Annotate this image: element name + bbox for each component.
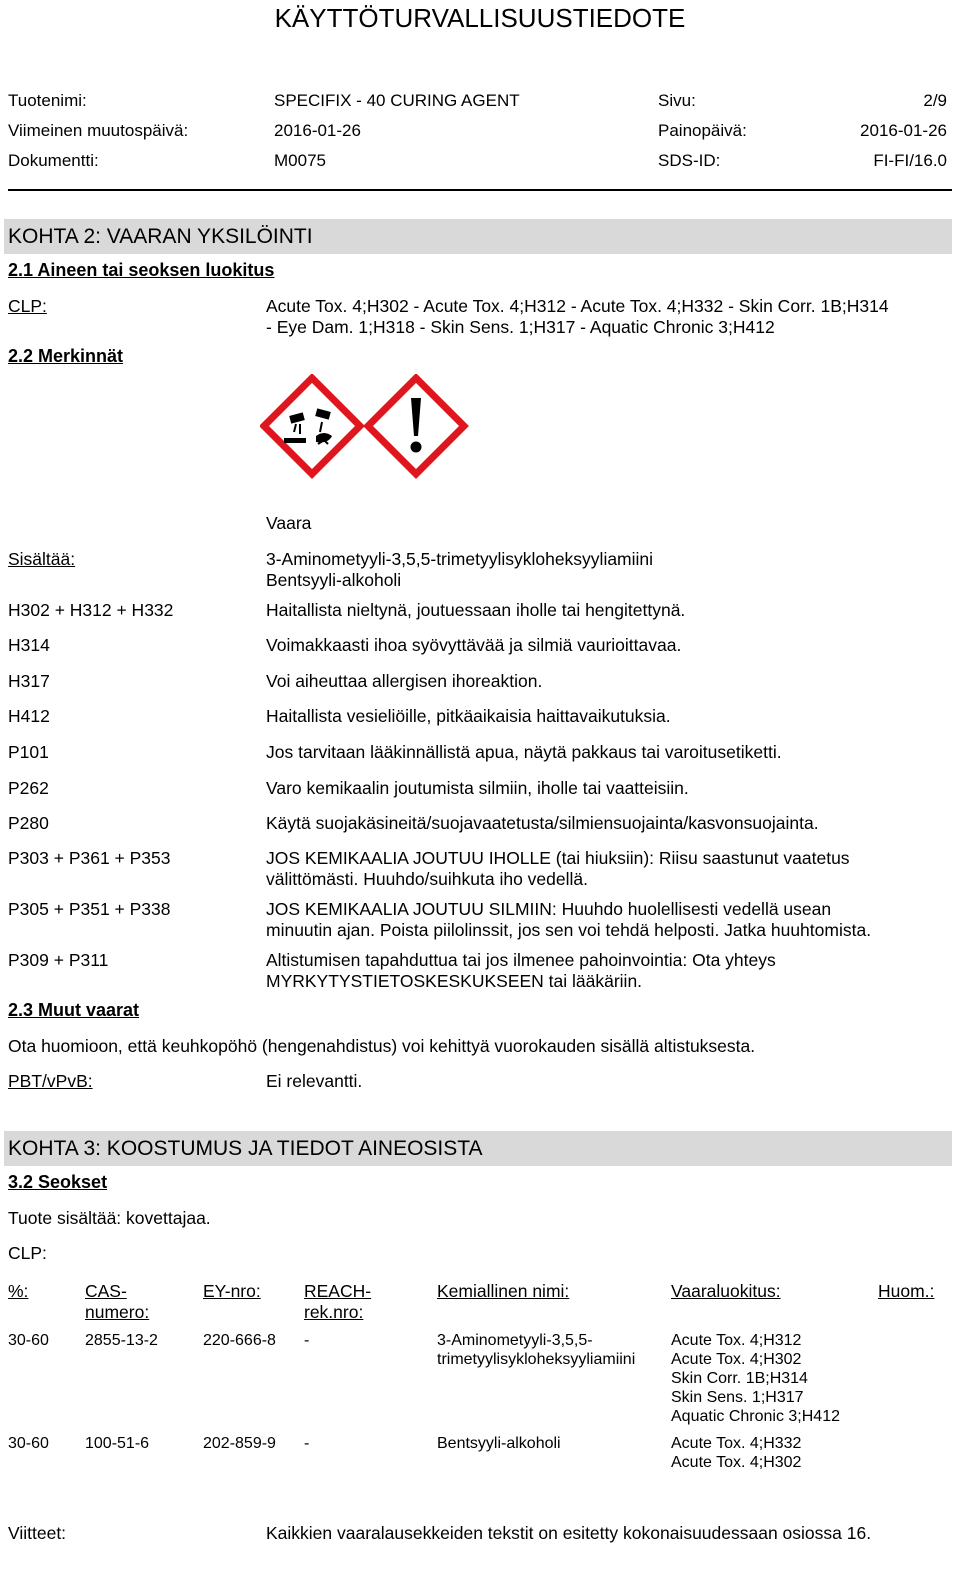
cell-hazard: Acute Tox. 4;H302 [671, 1351, 802, 1368]
statement-text: JOS KEMIKAALIA JOUTUU SILMIIN: Huuhdo huolellisesti vedellä usean [266, 899, 832, 919]
statement-text: Haitallista nieltynä, joutuessaan iholle tai hengitettynä. [266, 600, 686, 620]
cell-reach: - [304, 1332, 310, 1349]
product-name-value: SPECIFIX - 40 CURING AGENT [274, 91, 520, 110]
clp-classification-line-2: - Eye Dam. 1;H318 - Skin Sens. 1;H317 - Aquatic Chronic 3;H412 [266, 317, 775, 337]
cell-chemical-name: Bentsyyli-alkoholi [437, 1435, 561, 1452]
statement-code: H302 + H312 + H332 [8, 600, 174, 620]
pbt-label: PBT/vPvB: [8, 1071, 93, 1091]
cell-ec: 220-666-8 [203, 1332, 276, 1349]
cell-chemical-name: 3-Aminometyyli-3,5,5- [437, 1332, 593, 1349]
column-header-hazard-class: Vaaraluokitus: [671, 1281, 781, 1301]
print-date-value: 2016-01-26 [860, 121, 947, 140]
signal-word: Vaara [266, 513, 312, 533]
header-divider [8, 189, 952, 191]
cell-chemical-name-continued: trimetyylisykloheksyyliamiini [437, 1351, 636, 1368]
product-name-label: Tuotenimi: [8, 91, 87, 110]
statement-code: P262 [8, 778, 49, 798]
references-label: Viitteet: [8, 1523, 67, 1543]
statement-text: Altistumisen tapahduttua tai jos ilmenee pahoinvointia: Ota yhteys [266, 950, 776, 970]
cell-hazard: Aquatic Chronic 3;H412 [671, 1408, 840, 1425]
cell-percent: 30-60 [8, 1332, 49, 1349]
statement-code: P309 + P311 [8, 950, 109, 970]
revised-date-label: Viimeinen muutospäivä: [8, 121, 189, 140]
statement-code: H317 [8, 671, 50, 691]
product-contains-text: Tuote sisältää: kovettajaa. [8, 1208, 211, 1228]
corrosion-pictogram [264, 378, 360, 474]
contains-label: Sisältää: [8, 549, 76, 569]
cell-percent: 30-60 [8, 1435, 49, 1452]
document-label: Dokumentti: [8, 151, 99, 170]
revised-date-value: 2016-01-26 [274, 121, 361, 140]
cell-hazard: Skin Corr. 1B;H314 [671, 1370, 808, 1387]
statement-text: Käytä suojakäsineitä/suojavaatetusta/silmiensuojainta/kasvonsuojainta. [266, 813, 819, 833]
contains-substance-2: Bentsyyli-alkoholi [266, 570, 402, 590]
page-number: 2/9 [923, 91, 947, 110]
cell-reach: - [304, 1435, 310, 1452]
statement-code: P101 [8, 742, 49, 762]
cell-ec: 202-859-9 [203, 1435, 276, 1452]
statement-code: P303 + P361 + P353 [8, 848, 171, 868]
ghs-pictograms [260, 374, 470, 482]
statement-text-continued: välittömästi. Huuhdo/suihkuta iho vedellä. [266, 869, 588, 889]
page-label: Sivu: [658, 91, 696, 110]
subsection-3-2-heading: 3.2 Seokset [8, 1172, 108, 1192]
document-value: M0075 [274, 151, 326, 170]
cell-hazard: Skin Sens. 1;H317 [671, 1389, 804, 1406]
column-header-cas: CAS- [85, 1281, 127, 1301]
statement-text: JOS KEMIKAALIA JOUTUU IHOLLE (tai hiuksiin): Riisu saastunut vaatetus [266, 848, 850, 868]
subsection-2-2-heading: 2.2 Merkinnät [8, 346, 124, 366]
sds-id-label: SDS-ID: [658, 151, 721, 170]
statement-code: H314 [8, 635, 50, 655]
statement-code: P280 [8, 813, 49, 833]
statement-text: Voi aiheuttaa allergisen ihoreaktion. [266, 671, 543, 691]
column-header-reach: REACH- [304, 1281, 372, 1301]
column-header-chemical-name: Kemiallinen nimi: [437, 1281, 570, 1301]
print-date-label: Painopäivä: [658, 121, 747, 140]
statement-text: Varo kemikaalin joutumista silmiin, iholle tai vaatteisiin. [266, 778, 689, 798]
column-header-reach-continued: rek.nro: [304, 1302, 364, 1322]
cell-hazard: Acute Tox. 4;H312 [671, 1332, 802, 1349]
subsection-2-3-heading: 2.3 Muut vaarat [8, 1000, 140, 1020]
section-3-clp-label: CLP: [8, 1243, 47, 1263]
contains-substance-1: 3-Aminometyyli-3,5,5-trimetyylisykloheksyyliamiini [266, 549, 654, 569]
cell-hazard: Acute Tox. 4;H302 [671, 1454, 802, 1471]
statement-code: H412 [8, 706, 50, 726]
column-header-ec: EY-nro: [203, 1281, 261, 1301]
cell-hazard: Acute Tox. 4;H332 [671, 1435, 802, 1452]
column-header-percent: %: [8, 1281, 29, 1301]
clp-label: CLP: [8, 296, 47, 316]
statement-text: Voimakkaasti ihoa syövyttävää ja silmiä vaurioittavaa. [266, 635, 682, 655]
pbt-value: Ei relevantti. [266, 1071, 363, 1091]
cell-cas: 100-51-6 [85, 1435, 150, 1452]
statement-text: Jos tarvitaan lääkinnällistä apua, näytä pakkaus tai varoitusetiketti. [266, 742, 782, 762]
statement-code: P305 + P351 + P338 [8, 899, 171, 919]
statement-text: Haitallista vesieliöille, pitkäaikaisia haittavaikutuksia. [266, 706, 671, 726]
sds-id-value: FI-FI/16.0 [873, 151, 947, 170]
section-2-heading: KOHTA 2: VAARAN YKSILÖINTI [4, 219, 952, 254]
other-hazards-text: Ota huomioon, että keuhkopöhö (hengenahdistus) voi kehittyä vuorokauden sisällä altistuksesta. [8, 1036, 756, 1056]
references-text: Kaikkien vaaralausekkeiden tekstit on esitetty kokonaisuudessaan osiossa 16. [266, 1523, 872, 1543]
exclamation-pictogram [368, 378, 464, 474]
section-3-heading: KOHTA 3: KOOSTUMUS JA TIEDOT AINEOSISTA [4, 1131, 952, 1166]
column-header-note: Huom.: [878, 1281, 935, 1301]
statement-text-continued: minuutin ajan. Poista piilolinssit, jos sen voi tehdä helposti. Jatka huuhtomista. [266, 920, 872, 940]
column-header-cas-continued: numero: [85, 1302, 150, 1322]
clp-classification-line-1: Acute Tox. 4;H302 - Acute Tox. 4;H312 - Acute Tox. 4;H332 - Skin Corr. 1B;H314 [266, 296, 889, 316]
cell-cas: 2855-13-2 [85, 1332, 158, 1349]
document-title: KÄYTTÖTURVALLISUUSTIEDOTE [274, 3, 686, 33]
statement-text-continued: MYRKYTYSTIETOSKESKUKSEEN tai lääkäriin. [266, 971, 643, 991]
subsection-2-1-heading: 2.1 Aineen tai seoksen luokitus [8, 260, 275, 280]
